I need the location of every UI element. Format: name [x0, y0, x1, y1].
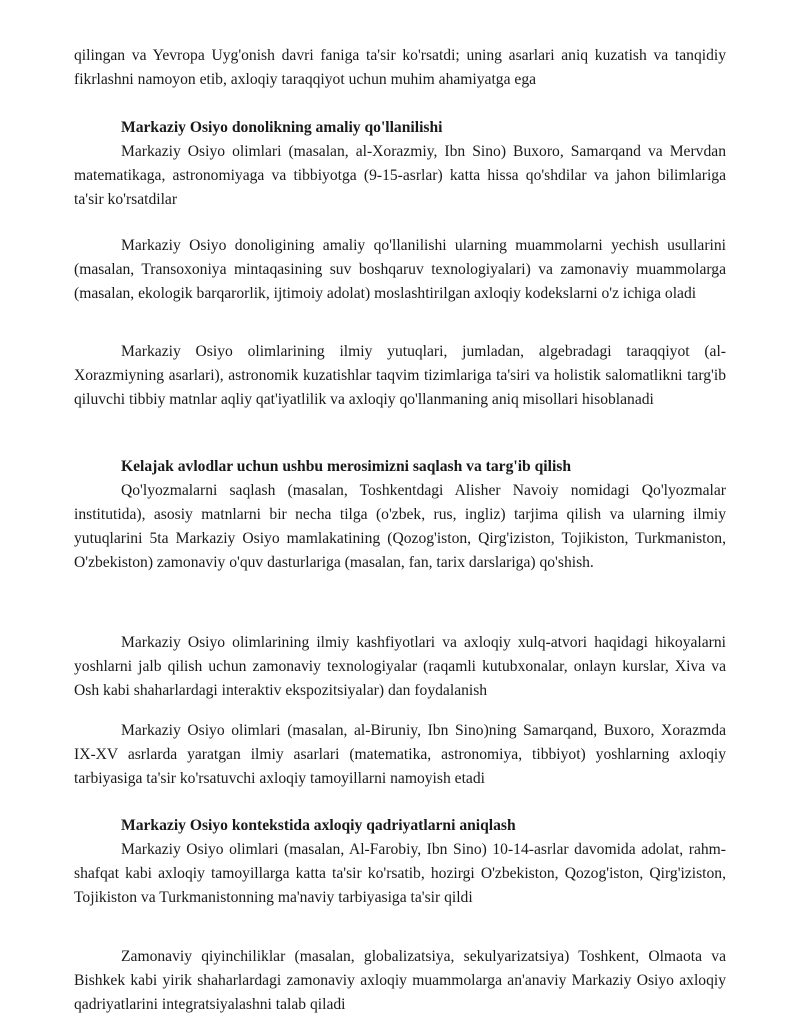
- paragraph-modern-challenges: Zamonaviy qiyinchiliklar (masalan, globalizatsiya, sekulyarizatsiya) Toshkent, Olmaota va Bishkek kabi yirik shaharlardagi zamonaviy axloqiy muammolarga an'anaviy Markaziy Osiyo axloqiy qadriyatlarini integratsiyalashni talab qiladi: [74, 948, 726, 1014]
- paragraph-manuscript-preservation: Qo'lyozmalarni saqlash (masalan, Toshkentdagi Alisher Navoiy nomidagi Qo'lyozmalar institutida), asosiy matnlarni bir necha tilga (o'zbek, rus, ingliz) tarjima qilish va ularning ilmiy yutuqlarini 5ta Markaziy Osiyo mamlakatining (Qozog'iston, Qirg'iziston, Tojikiston, Turkmaniston, O'zbekiston) zamonaviy o'quv dasturlariga (masalan, fan, tarix darslariga) qo'shish.: [74, 482, 726, 572]
- paragraph-practical-wisdom: Markaziy Osiyo donoligining amaliy qo'llanilishi ularning muammolarni yechish usullarini (masalan, Transoxoniya mintaqasining suv boshqaruv texnologiyalari) va zamonaviy muammolarga (masalan, ekologik barqarorlik, ijtimoiy adolat) moslashtirilgan axloqiy kodekslarni o'z ichiga oladi: [74, 237, 726, 303]
- paragraph-intro-continuation: qilingan va Yevropa Uyg'onish davri faniga ta'sir ko'rsatdi; uning asarlari aniq kuzatish va tanqidiy fikrlashni namoyon etib, axloqiy taraqqiyot uchun muhim ahamiyatga ega: [74, 47, 726, 89]
- section-heading-ethical-values: Markaziy Osiyo kontekstida axloqiy qadriyatlarni aniqlash: [121, 817, 516, 834]
- section-heading-practical-application: Markaziy Osiyo donolikning amaliy qo'llanilishi: [121, 119, 443, 136]
- paragraph-ethical-principles: Markaziy Osiyo olimlari (masalan, al-Biruniy, Ibn Sino)ning Samarqand, Buxoro, Xorazmda IX-XV asrlarda yaratgan ilmiy asarlari (matematika, astronomiya, tibbiyot) yoshlarning axloqiy tarbiyasiga ta'sir ko'rsatuvchi axloqiy tamoyillarni namoyish etadi: [74, 722, 726, 788]
- section-heading-preserving-heritage: Kelajak avlodlar uchun ushbu merosimizni saqlash va targ'ib qilish: [121, 458, 572, 475]
- paragraph-modern-technologies: Markaziy Osiyo olimlarining ilmiy kashfiyotlari va axloqiy xulq-atvori haqidagi hikoyalarni yoshlarni jalb qilish uchun zamonaviy texnologiyalar (raqamli kutubxonalar, onlayn kurslar, Xiva va Osh kabi shaharlardagi interaktiv ekspozitsiyalar) dan foydalanish: [74, 634, 726, 700]
- paragraph-scientific-achievements: Markaziy Osiyo olimlarining ilmiy yutuqlari, jumladan, algebradagi taraqqiyot (al-Xorazmiyning asarlari), astronomik kuzatishlar taqvim tizimlariga ta'siri va holistik salomatlikni targ'ib qiluvchi tibbiy matnlar aqliy qat'iyatlilik va axloqiy qo'llanmaning aniq misollari hisoblanadi: [74, 343, 726, 409]
- paragraph-scholars-contributions: Markaziy Osiyo olimlari (masalan, al-Xorazmiy, Ibn Sino) Buxoro, Samarqand va Mervdan matematikaga, astronomiyaga va tibbiyotga (9-15-asrlar) katta hissa qo'shdilar va jahon bilimlariga ta'sir ko'rsatdilar: [74, 143, 726, 209]
- paragraph-moral-principles: Markaziy Osiyo olimlari (masalan, Al-Farobiy, Ibn Sino) 10-14-asrlar davomida adolat, rahm-shafqat kabi axloqiy tamoyillarga katta ta'sir ko'rsatib, hozirgi O'zbekiston, Qozog'iston, Qirg'iziston, Tojikiston va Turkmanistonning ma'naviy tarbiyasiga ta'sir qildi: [74, 841, 726, 907]
